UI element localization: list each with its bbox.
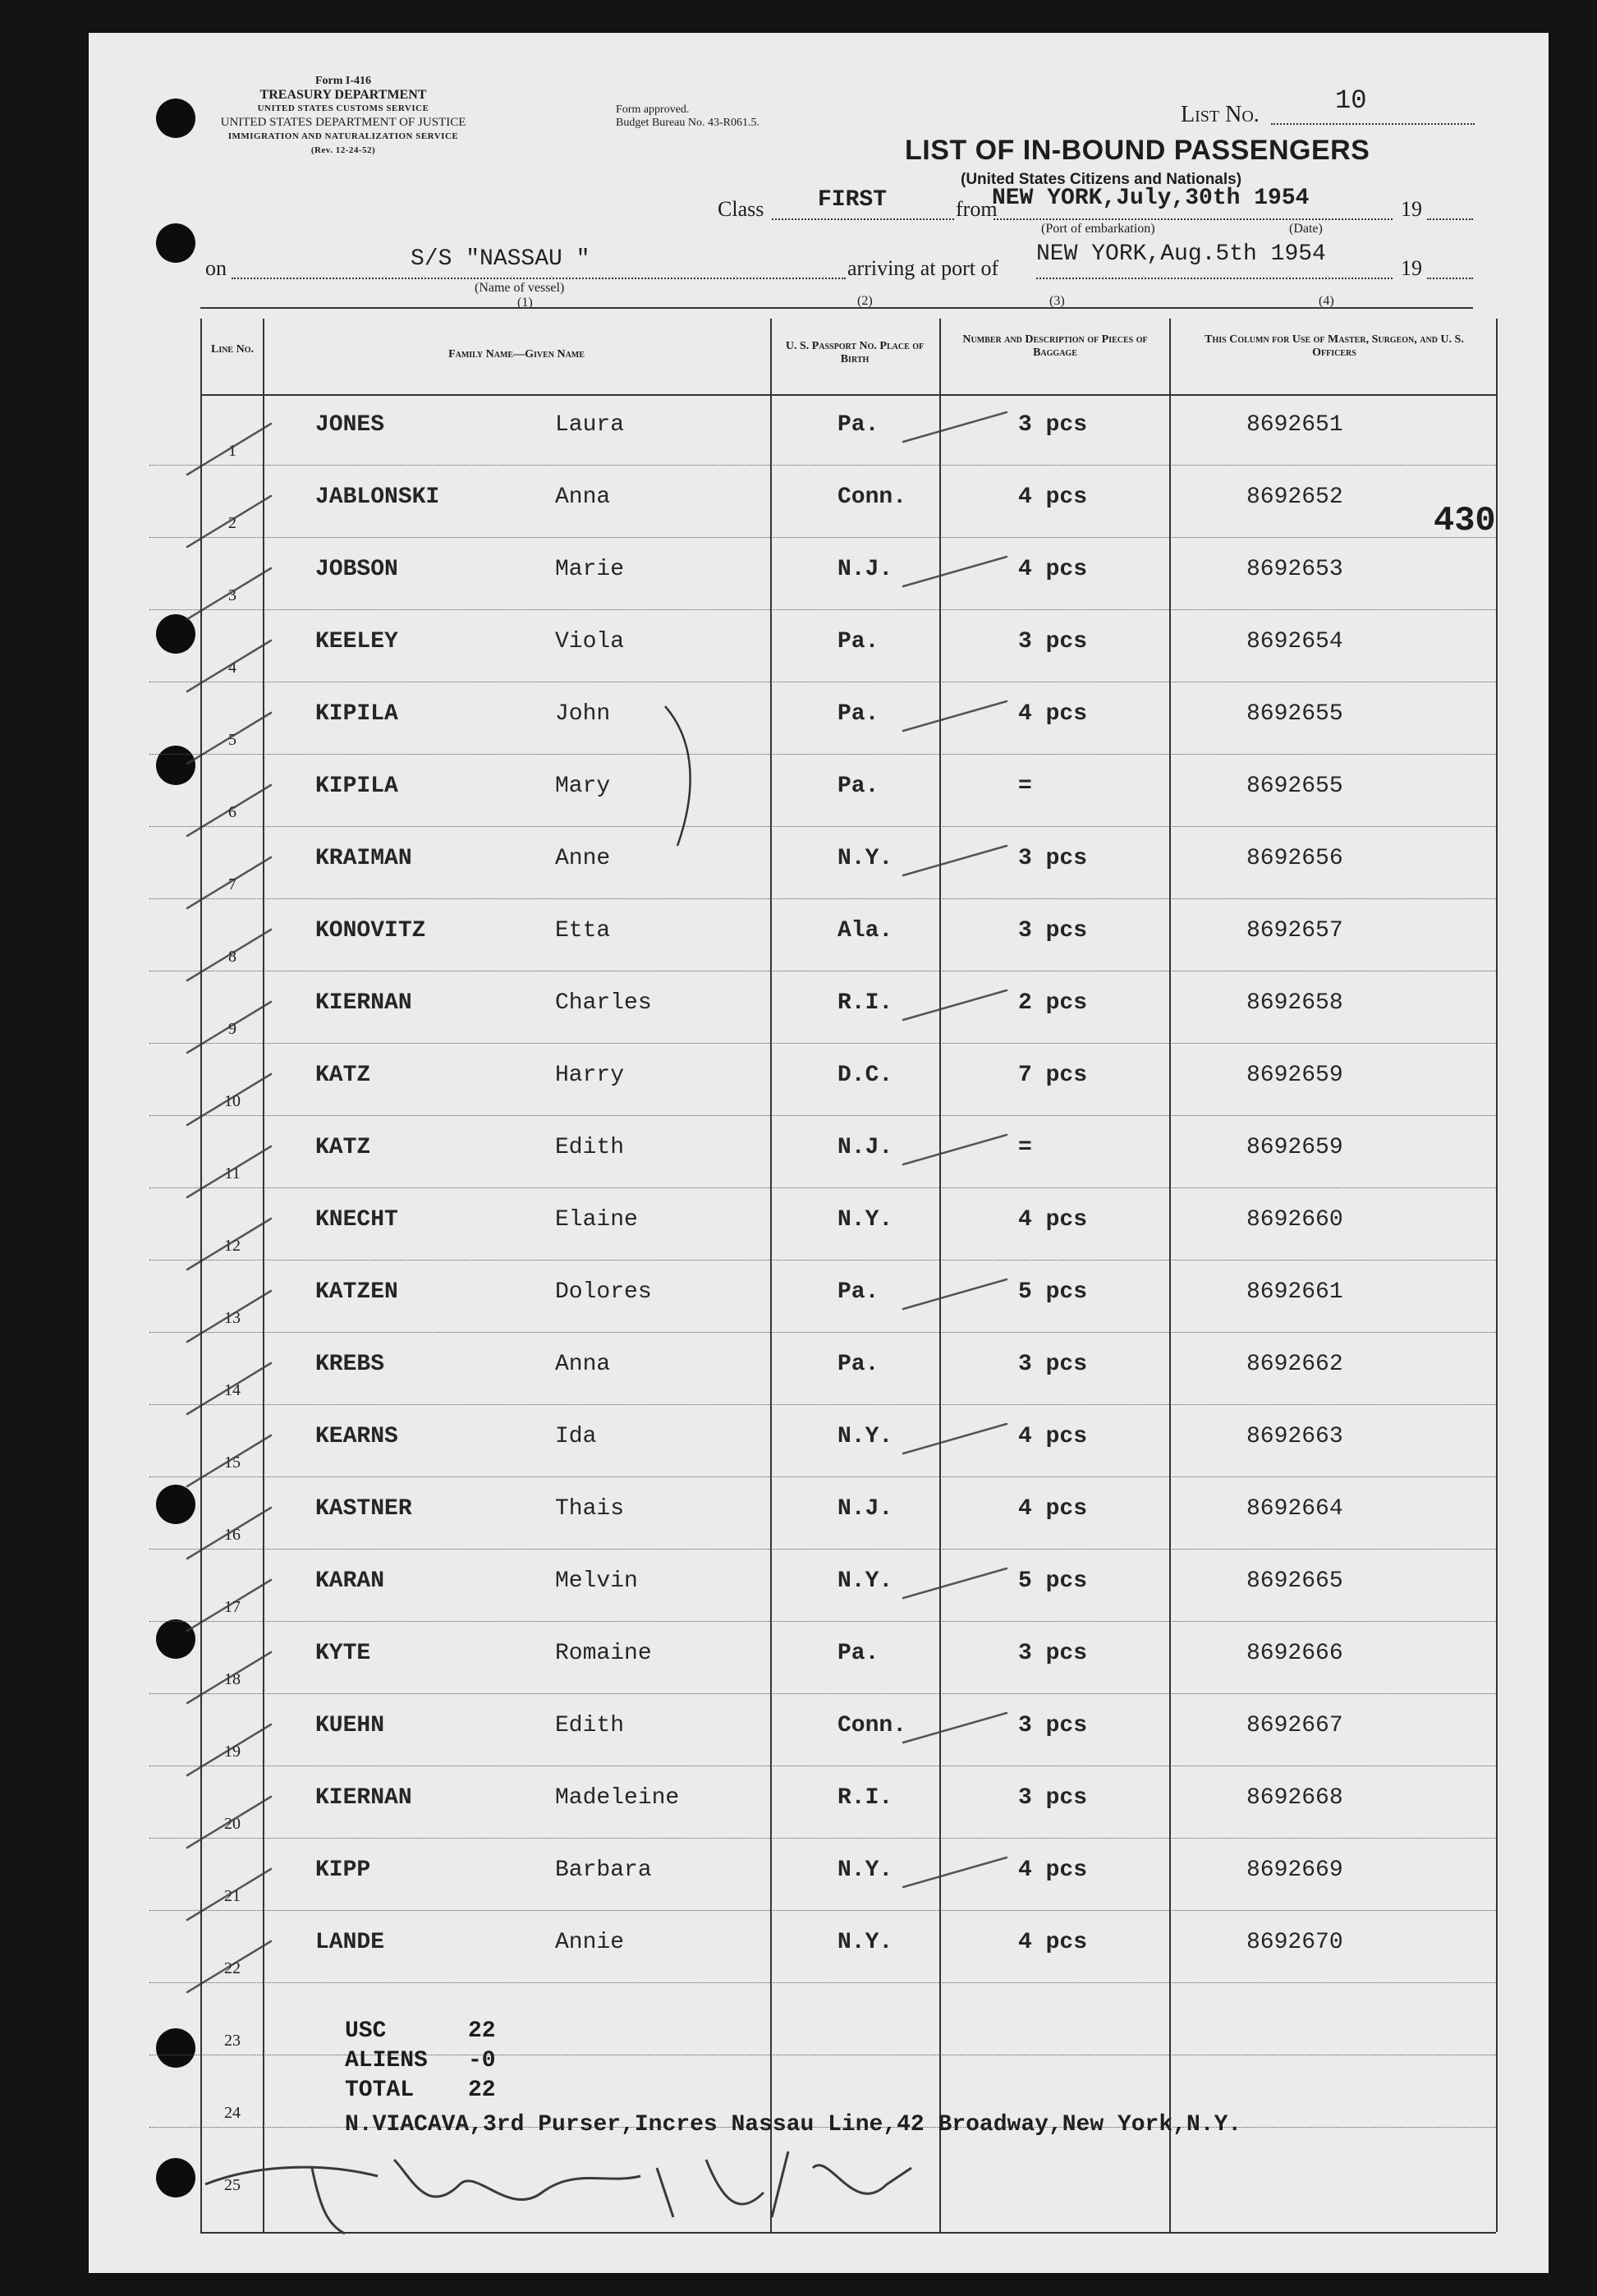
given-name: Anna bbox=[555, 484, 611, 510]
given-name: Elaine bbox=[555, 1207, 638, 1233]
place-of-birth: N.Y. bbox=[838, 1930, 893, 1955]
department-of-justice: UNITED STATES DEPARTMENT OF JUSTICE bbox=[220, 116, 466, 129]
check-tick bbox=[187, 1580, 271, 1631]
from-label: from bbox=[956, 197, 998, 221]
officer-number: 8692658 bbox=[1246, 990, 1343, 1016]
inspector-signature bbox=[205, 2151, 911, 2234]
place-of-birth: N.Y. bbox=[838, 1424, 893, 1449]
baggage-count: 4 pcs bbox=[1018, 1930, 1088, 1955]
check-tick bbox=[187, 1074, 271, 1125]
page-title: LIST OF IN-BOUND PASSENGERS bbox=[905, 135, 1370, 166]
check-tick bbox=[903, 557, 1007, 586]
year-suffix: 19 bbox=[1401, 256, 1422, 280]
baggage-count: 4 pcs bbox=[1018, 484, 1088, 510]
given-name: Mary bbox=[555, 774, 611, 799]
family-name: KIPILA bbox=[315, 774, 398, 799]
usc-label: USC bbox=[345, 2018, 387, 2044]
officer-number: 8692659 bbox=[1246, 1063, 1343, 1088]
family-name: KIPP bbox=[315, 1857, 371, 1883]
family-name: JONES bbox=[315, 412, 385, 438]
given-name: Dolores bbox=[555, 1279, 652, 1305]
officer-number: 8692663 bbox=[1246, 1424, 1343, 1449]
officer-number: 8692656 bbox=[1246, 846, 1343, 871]
check-tick bbox=[903, 990, 1007, 1020]
place-of-birth: N.J. bbox=[838, 1135, 893, 1160]
family-name: LANDE bbox=[315, 1930, 385, 1955]
baggage-count: 3 pcs bbox=[1018, 412, 1088, 438]
check-tick bbox=[187, 1291, 271, 1342]
officer-number: 8692657 bbox=[1246, 918, 1343, 944]
line-number: 22 bbox=[224, 1959, 241, 1977]
check-tick bbox=[187, 713, 271, 764]
place-of-birth: N.Y. bbox=[838, 846, 893, 871]
page-subtitle: (United States Citizens and Nationals) bbox=[961, 171, 1242, 188]
check-tick bbox=[187, 1146, 271, 1197]
family-name: KASTNER bbox=[315, 1496, 412, 1522]
margin-number: 430 bbox=[1434, 501, 1496, 540]
baggage-count: 7 pcs bbox=[1018, 1063, 1088, 1088]
officer-number: 8692666 bbox=[1246, 1641, 1343, 1666]
given-name: Etta bbox=[555, 918, 611, 944]
officer-number: 8692665 bbox=[1246, 1568, 1343, 1594]
check-tick bbox=[187, 1724, 271, 1775]
place-of-birth: Pa. bbox=[838, 774, 879, 799]
family-name: KUEHN bbox=[315, 1713, 385, 1738]
check-tick bbox=[903, 1279, 1007, 1309]
family-name: KATZ bbox=[315, 1135, 371, 1160]
place-of-birth: N.Y. bbox=[838, 1568, 893, 1594]
baggage-count: 4 pcs bbox=[1018, 1207, 1088, 1233]
line-number: 17 bbox=[224, 1598, 241, 1616]
line-number: 1 bbox=[228, 442, 236, 460]
family-name: KATZEN bbox=[315, 1279, 398, 1305]
bracket-mark bbox=[665, 706, 691, 846]
given-name: Edith bbox=[555, 1135, 625, 1160]
given-name: Ida bbox=[555, 1424, 597, 1449]
family-name: KIERNAN bbox=[315, 1785, 412, 1811]
usc-count: 22 bbox=[468, 2018, 496, 2044]
place-of-birth: D.C. bbox=[838, 1063, 893, 1088]
line-number: 7 bbox=[228, 875, 236, 893]
family-name: KATZ bbox=[315, 1063, 371, 1088]
line-number: 21 bbox=[224, 1887, 241, 1905]
baggage-count: 3 pcs bbox=[1018, 1713, 1088, 1738]
col-number-4: (4) bbox=[1319, 294, 1334, 308]
family-name: KARAN bbox=[315, 1568, 385, 1594]
line-number: 5 bbox=[228, 731, 236, 749]
given-name: Melvin bbox=[555, 1568, 638, 1594]
col-number-3: (3) bbox=[1049, 294, 1065, 308]
given-name: Annie bbox=[555, 1930, 625, 1955]
list-no-label: List No. bbox=[1181, 102, 1260, 127]
line-number: 3 bbox=[228, 586, 236, 604]
baggage-count: 4 pcs bbox=[1018, 701, 1088, 727]
on-label: on bbox=[205, 256, 227, 280]
place-of-birth: N.J. bbox=[838, 557, 893, 582]
baggage-count: = bbox=[1018, 774, 1032, 799]
baggage-count: 3 pcs bbox=[1018, 1641, 1088, 1666]
officer-number: 8692653 bbox=[1246, 557, 1343, 582]
given-name: Edith bbox=[555, 1713, 625, 1738]
place-of-birth: R.I. bbox=[838, 1785, 893, 1811]
line-number: 24 bbox=[224, 2104, 241, 2122]
check-tick bbox=[903, 1713, 1007, 1743]
check-tick bbox=[903, 412, 1007, 442]
given-name: Thais bbox=[555, 1496, 625, 1522]
place-of-birth: Conn. bbox=[838, 484, 907, 510]
given-name: Charles bbox=[555, 990, 652, 1016]
officers-header: This Column for Use of Master, Surgeon, and U. S. Officers bbox=[1205, 333, 1464, 359]
baggage-count: 5 pcs bbox=[1018, 1279, 1088, 1305]
line-number: 4 bbox=[228, 659, 236, 677]
place-of-birth: N.Y. bbox=[838, 1857, 893, 1883]
officer-number: 8692660 bbox=[1246, 1207, 1343, 1233]
family-name: KRAIMAN bbox=[315, 846, 412, 871]
line-number: 11 bbox=[224, 1164, 241, 1182]
check-tick bbox=[903, 701, 1007, 731]
baggage-count: 4 pcs bbox=[1018, 1496, 1088, 1522]
purser-line: N.VIACAVA,3rd Purser,Incres Nassau Line,42 Broadway,New York,N.Y. bbox=[345, 2112, 1242, 2138]
line-number: 18 bbox=[224, 1670, 241, 1688]
family-name: KREBS bbox=[315, 1352, 385, 1377]
family-name: KYTE bbox=[315, 1641, 371, 1666]
check-tick bbox=[187, 1508, 271, 1559]
baggage-count: 3 pcs bbox=[1018, 846, 1088, 871]
check-tick bbox=[187, 424, 271, 475]
aliens-count: -0 bbox=[468, 2048, 496, 2073]
col-number-2: (2) bbox=[857, 294, 873, 308]
baggage-count: 4 pcs bbox=[1018, 557, 1088, 582]
family-name: KEARNS bbox=[315, 1424, 398, 1449]
check-tick bbox=[187, 1797, 271, 1848]
total-label: TOTAL bbox=[345, 2078, 415, 2103]
line-number: 19 bbox=[224, 1743, 241, 1761]
treasury-department: TREASURY DEPARTMENT bbox=[259, 88, 427, 102]
line-number: 23 bbox=[224, 2032, 241, 2050]
check-tick bbox=[187, 857, 271, 908]
total-count: 22 bbox=[468, 2078, 496, 2103]
baggage-count: 3 pcs bbox=[1018, 1352, 1088, 1377]
check-tick bbox=[187, 1219, 271, 1270]
family-name: JOBSON bbox=[315, 557, 398, 582]
given-name: Marie bbox=[555, 557, 625, 582]
line-number: 15 bbox=[224, 1453, 241, 1472]
aliens-label: ALIENS bbox=[345, 2048, 428, 2073]
name-header: Family Name—Given Name bbox=[448, 348, 585, 360]
officer-number: 8692670 bbox=[1246, 1930, 1343, 1955]
family-name: KIPILA bbox=[315, 701, 398, 727]
line-number: 20 bbox=[224, 1815, 241, 1833]
given-name: Romaine bbox=[555, 1641, 652, 1666]
line-number: 13 bbox=[224, 1309, 241, 1327]
place-of-birth: Conn. bbox=[838, 1713, 907, 1738]
given-name: Anna bbox=[555, 1352, 611, 1377]
immigration-service: IMMIGRATION AND NATURALIZATION SERVICE bbox=[227, 131, 459, 141]
line-number: 6 bbox=[228, 803, 236, 821]
arriving-label: arriving at port of bbox=[847, 256, 999, 280]
line-number: 9 bbox=[228, 1020, 236, 1038]
baggage-count: 3 pcs bbox=[1018, 629, 1088, 654]
check-tick bbox=[187, 1941, 271, 1992]
baggage-count: 5 pcs bbox=[1018, 1568, 1088, 1594]
check-tick bbox=[903, 1568, 1007, 1598]
vessel-caption: (Name of vessel) bbox=[475, 281, 565, 295]
officer-number: 8692659 bbox=[1246, 1135, 1343, 1160]
line-number: 8 bbox=[228, 948, 236, 966]
given-name: Barbara bbox=[555, 1857, 652, 1883]
check-tick bbox=[903, 846, 1007, 875]
check-tick bbox=[187, 930, 271, 980]
family-name: JABLONSKI bbox=[315, 484, 440, 510]
family-name: KONOVITZ bbox=[315, 918, 426, 944]
officer-number: 8692668 bbox=[1246, 1785, 1343, 1811]
place-of-birth: Pa. bbox=[838, 1641, 879, 1666]
check-tick bbox=[187, 1363, 271, 1414]
baggage-count: 3 pcs bbox=[1018, 1785, 1088, 1811]
place-of-birth: Pa. bbox=[838, 701, 879, 727]
check-tick bbox=[187, 641, 271, 691]
check-tick bbox=[903, 1424, 1007, 1453]
date-caption: (Date) bbox=[1289, 222, 1323, 236]
place-of-birth: Pa. bbox=[838, 1279, 879, 1305]
officer-number: 8692654 bbox=[1246, 629, 1343, 654]
col-number-1: (1) bbox=[517, 296, 533, 310]
check-tick bbox=[187, 1435, 271, 1486]
family-name: KEELEY bbox=[315, 629, 398, 654]
check-tick bbox=[187, 1002, 271, 1053]
line-no-header: Line No. bbox=[210, 343, 254, 356]
class-label: Class bbox=[718, 197, 764, 221]
check-tick bbox=[187, 1652, 271, 1703]
check-tick bbox=[187, 1869, 271, 1920]
given-name: Harry bbox=[555, 1063, 625, 1088]
check-tick bbox=[187, 496, 271, 547]
given-name: Madeleine bbox=[555, 1785, 680, 1811]
approved-label: Form approved. bbox=[616, 103, 690, 116]
family-name: KNECHT bbox=[315, 1207, 398, 1233]
baggage-count: = bbox=[1018, 1135, 1032, 1160]
place-of-birth: N.Y. bbox=[838, 1207, 893, 1233]
check-tick bbox=[187, 785, 271, 836]
check-tick bbox=[903, 1135, 1007, 1164]
officer-number: 8692667 bbox=[1246, 1713, 1343, 1738]
given-name: Viola bbox=[555, 629, 625, 654]
baggage-count: 4 pcs bbox=[1018, 1424, 1088, 1449]
budget-number: Budget Bureau No. 43-R061.5. bbox=[616, 117, 759, 129]
officer-number: 8692661 bbox=[1246, 1279, 1343, 1305]
officer-number: 8692655 bbox=[1246, 774, 1343, 799]
year-suffix: 19 bbox=[1401, 197, 1422, 221]
baggage-header: Number and Description of Pieces of Baggage bbox=[962, 333, 1148, 359]
form-revision: (Rev. 12-24-52) bbox=[310, 145, 376, 155]
officer-number: 8692669 bbox=[1246, 1857, 1343, 1883]
place-of-birth: Ala. bbox=[838, 918, 893, 944]
officer-number: 8692652 bbox=[1246, 484, 1343, 510]
line-number: 12 bbox=[224, 1237, 241, 1255]
line-number: 14 bbox=[224, 1381, 241, 1399]
line-number: 25 bbox=[224, 2176, 241, 2194]
place-of-birth: R.I. bbox=[838, 990, 893, 1016]
passport-header: U. S. Passport No. Place of Birth bbox=[785, 340, 925, 365]
list-no-value: 10 bbox=[1335, 85, 1367, 116]
port-embarkation-caption: (Port of embarkation) bbox=[1041, 222, 1155, 236]
given-name: John bbox=[555, 701, 611, 727]
officer-number: 8692655 bbox=[1246, 701, 1343, 727]
place-of-birth: N.J. bbox=[838, 1496, 893, 1522]
customs-service: UNITED STATES CUSTOMS SERVICE bbox=[257, 103, 429, 113]
baggage-count: 2 pcs bbox=[1018, 990, 1088, 1016]
from-value: NEW YORK,July,30th 1954 bbox=[992, 186, 1310, 211]
check-tick bbox=[187, 568, 271, 619]
given-name: Laura bbox=[555, 412, 625, 438]
place-of-birth: Pa. bbox=[838, 412, 879, 438]
baggage-count: 3 pcs bbox=[1018, 918, 1088, 944]
arrival-value: NEW YORK,Aug.5th 1954 bbox=[1036, 241, 1326, 267]
place-of-birth: Pa. bbox=[838, 629, 879, 654]
line-number: 10 bbox=[224, 1092, 241, 1110]
class-value: FIRST bbox=[818, 187, 888, 213]
officer-number: 8692662 bbox=[1246, 1352, 1343, 1377]
check-tick bbox=[903, 1857, 1007, 1887]
family-name: KIERNAN bbox=[315, 990, 412, 1016]
line-number: 16 bbox=[224, 1526, 241, 1544]
officer-number: 8692664 bbox=[1246, 1496, 1343, 1522]
line-number: 2 bbox=[228, 514, 236, 532]
form-number: Form I-416 bbox=[314, 75, 372, 87]
baggage-count: 4 pcs bbox=[1018, 1857, 1088, 1883]
given-name: Anne bbox=[555, 846, 611, 871]
officer-number: 8692651 bbox=[1246, 412, 1343, 438]
vessel-name: S/S "NASSAU " bbox=[411, 246, 590, 272]
place-of-birth: Pa. bbox=[838, 1352, 879, 1377]
